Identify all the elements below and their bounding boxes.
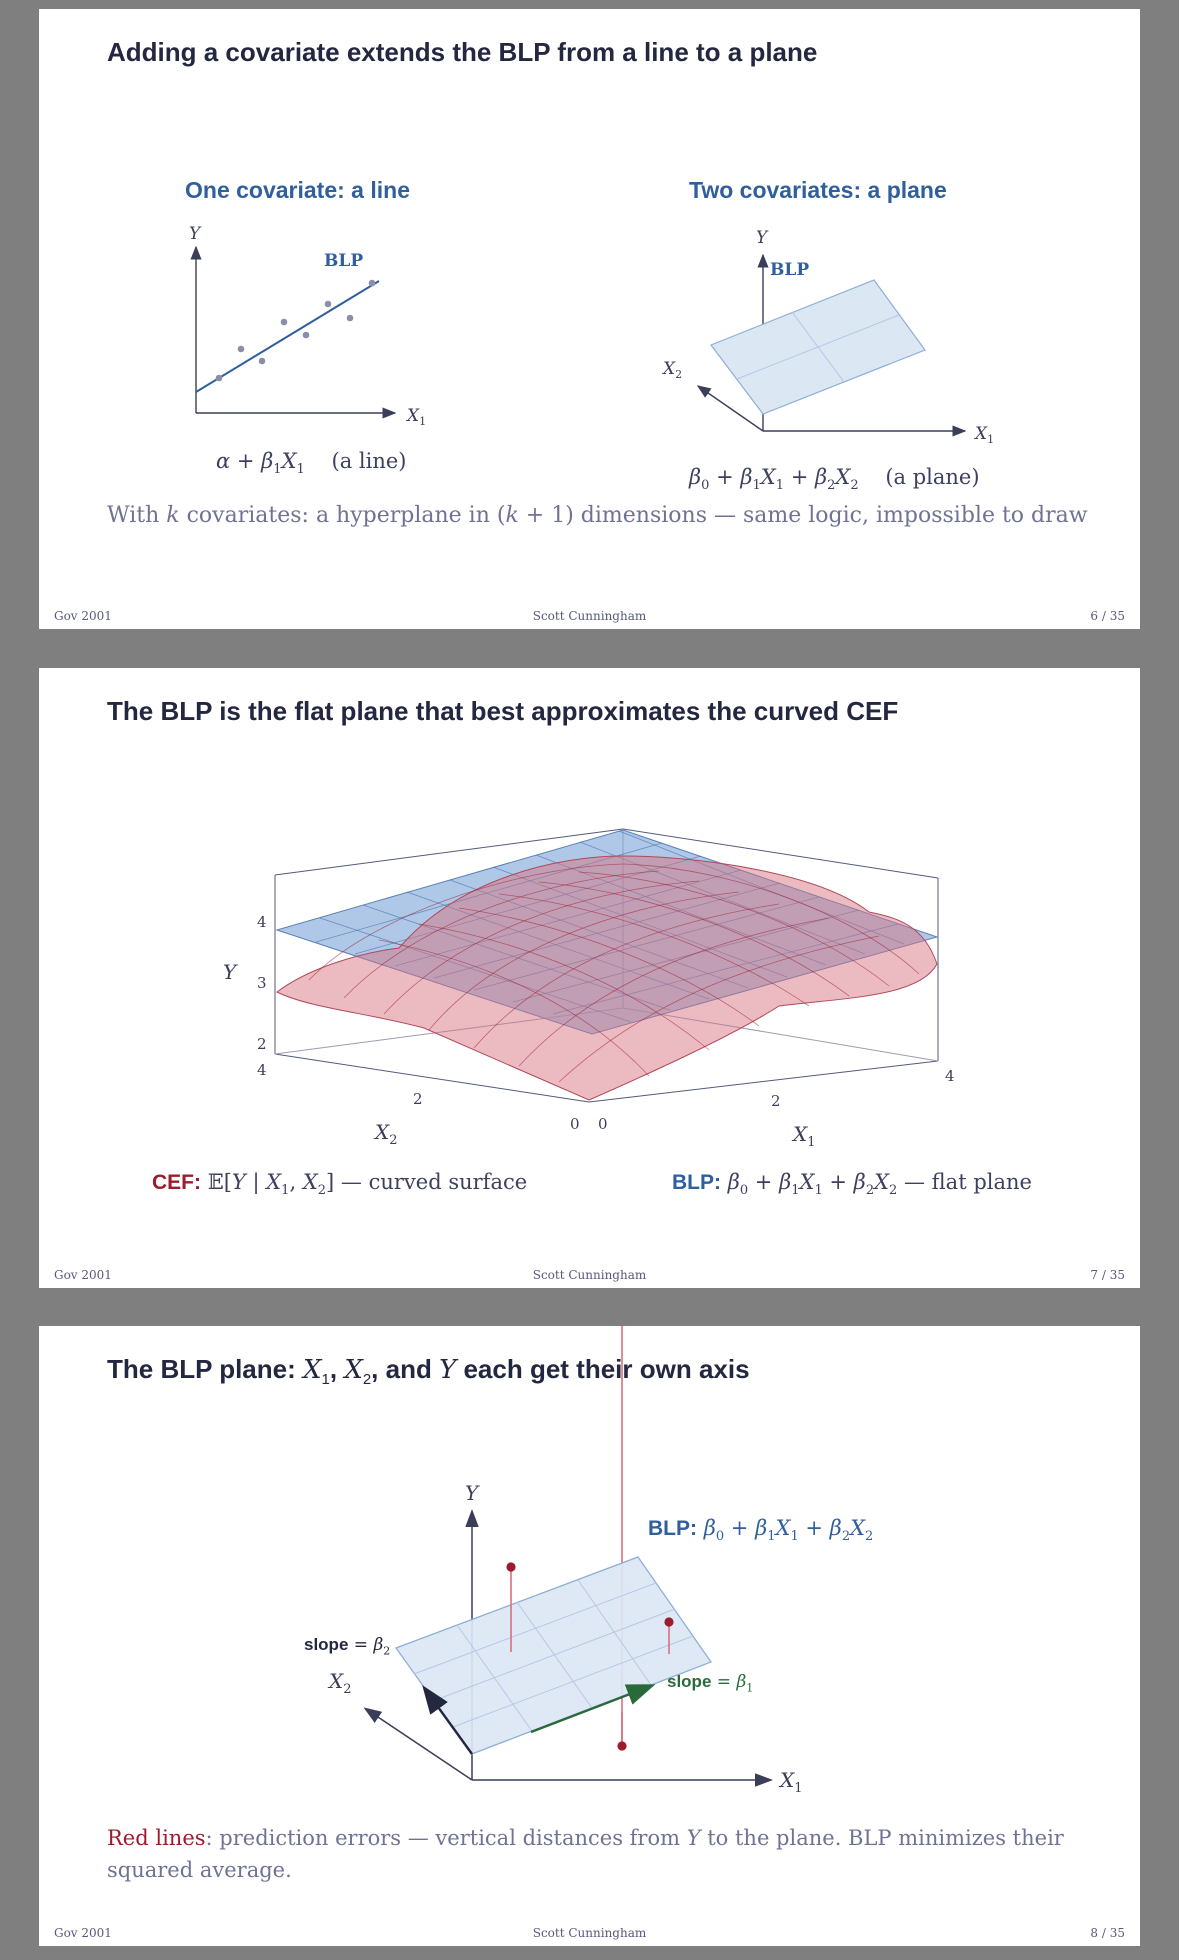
blp-line [196,281,379,392]
slide-7 [39,668,1140,1288]
plane-blp-label: BLP [770,260,810,280]
x1-tick: 0 [598,1115,608,1133]
footer [39,603,1140,629]
x1-label: $X_1$ [780,1768,803,1796]
data-point [369,280,376,287]
data-point [259,358,266,365]
footer-author: Scott Cunningham [532,1268,647,1282]
heading-two-covariates: Two covariates: a plane [689,177,947,203]
x2-tick: 0 [570,1115,580,1133]
footer-author: Scott Cunningham [532,1926,647,1940]
data-point [281,319,288,326]
footer-page: 6 / 35 [1090,609,1125,623]
hyperplane-caption: With k covariates: a hyperplane in (k + 1) dimensions — same logic, impossible to draw [107,503,1088,528]
data-point [325,301,332,308]
observation-point [664,1617,673,1626]
x2-tick: 4 [257,1061,267,1079]
blp-label: BLP [324,251,364,271]
line-equation: $\alpha + \beta_1X_1$ (a line) [216,449,407,478]
y-tick: 3 [257,974,267,992]
line-diagram [39,9,1140,629]
plane-x2-label: $X_2$ [663,359,683,381]
observation-point [506,1562,515,1571]
observation-point [617,1741,626,1750]
plane-y-label: Y [756,228,768,248]
plane-x1-label: $X_1$ [975,424,995,446]
slope-beta2-label: slope = $\beta_2$ [304,1635,391,1658]
slope-beta1-label: slope = $\beta_1$ [667,1672,754,1695]
x2-label: $X_2$ [329,1669,352,1697]
slide-title: The BLP plane: $X_1$, $X_2$, and Y each get their own axis [107,1354,750,1389]
slide-8 [39,1326,1140,1946]
blp-equation: BLP: $\beta_0 + \beta_1X_1 + \beta_2X_2$ [648,1516,874,1545]
slide-title: Adding a covariate extends the BLP from a line to a plane [107,37,818,67]
footer-page: 8 / 35 [1090,1926,1125,1940]
footer [39,1262,1140,1288]
footer-course: Gov 2001 [54,1926,112,1940]
x1-axis-label: $X_1$ [793,1122,816,1150]
cef-surface [277,856,937,1100]
y-label: Y [465,1481,479,1505]
y-tick: 2 [257,1035,267,1053]
x1-tick: 4 [945,1067,955,1085]
x2-tick: 2 [413,1090,423,1108]
footer-page: 7 / 35 [1090,1268,1125,1282]
data-point [238,346,245,353]
blp-legend: BLP: $\beta_0 + \beta_1X_1 + \beta_2X_2$ — flat plane [672,1170,1032,1199]
prediction-error-note: Red lines: prediction errors — vertical distances from Y to the plane. BLP minimizes their squared average. [107,1826,1064,1882]
heading-one-covariate: One covariate: a line [185,177,410,203]
y-tick: 4 [257,913,267,931]
y-axis-label: Y [223,960,237,984]
x1-tick: 2 [771,1092,781,1110]
footer-author: Scott Cunningham [532,609,647,623]
footer-course: Gov 2001 [54,1268,112,1282]
footer-course: Gov 2001 [54,609,112,623]
y-label: Y [189,224,201,244]
x2-axis-label: $X_2$ [375,1120,398,1148]
x1-label: $X_1$ [407,406,427,428]
slide-title: The BLP is the flat plane that best approximates the curved CEF [107,696,899,726]
data-point [303,332,310,339]
cef-legend: CEF: 𝔼[Y | $X_1$, $X_2$] — curved surface [152,1170,528,1199]
data-point [216,375,223,382]
slide-6 [39,9,1140,629]
data-point [347,315,354,322]
footer [39,1920,1140,1946]
plane-equation: $\beta_0 + \beta_1X_1 + \beta_2X_2$ (a plane) [689,465,980,494]
